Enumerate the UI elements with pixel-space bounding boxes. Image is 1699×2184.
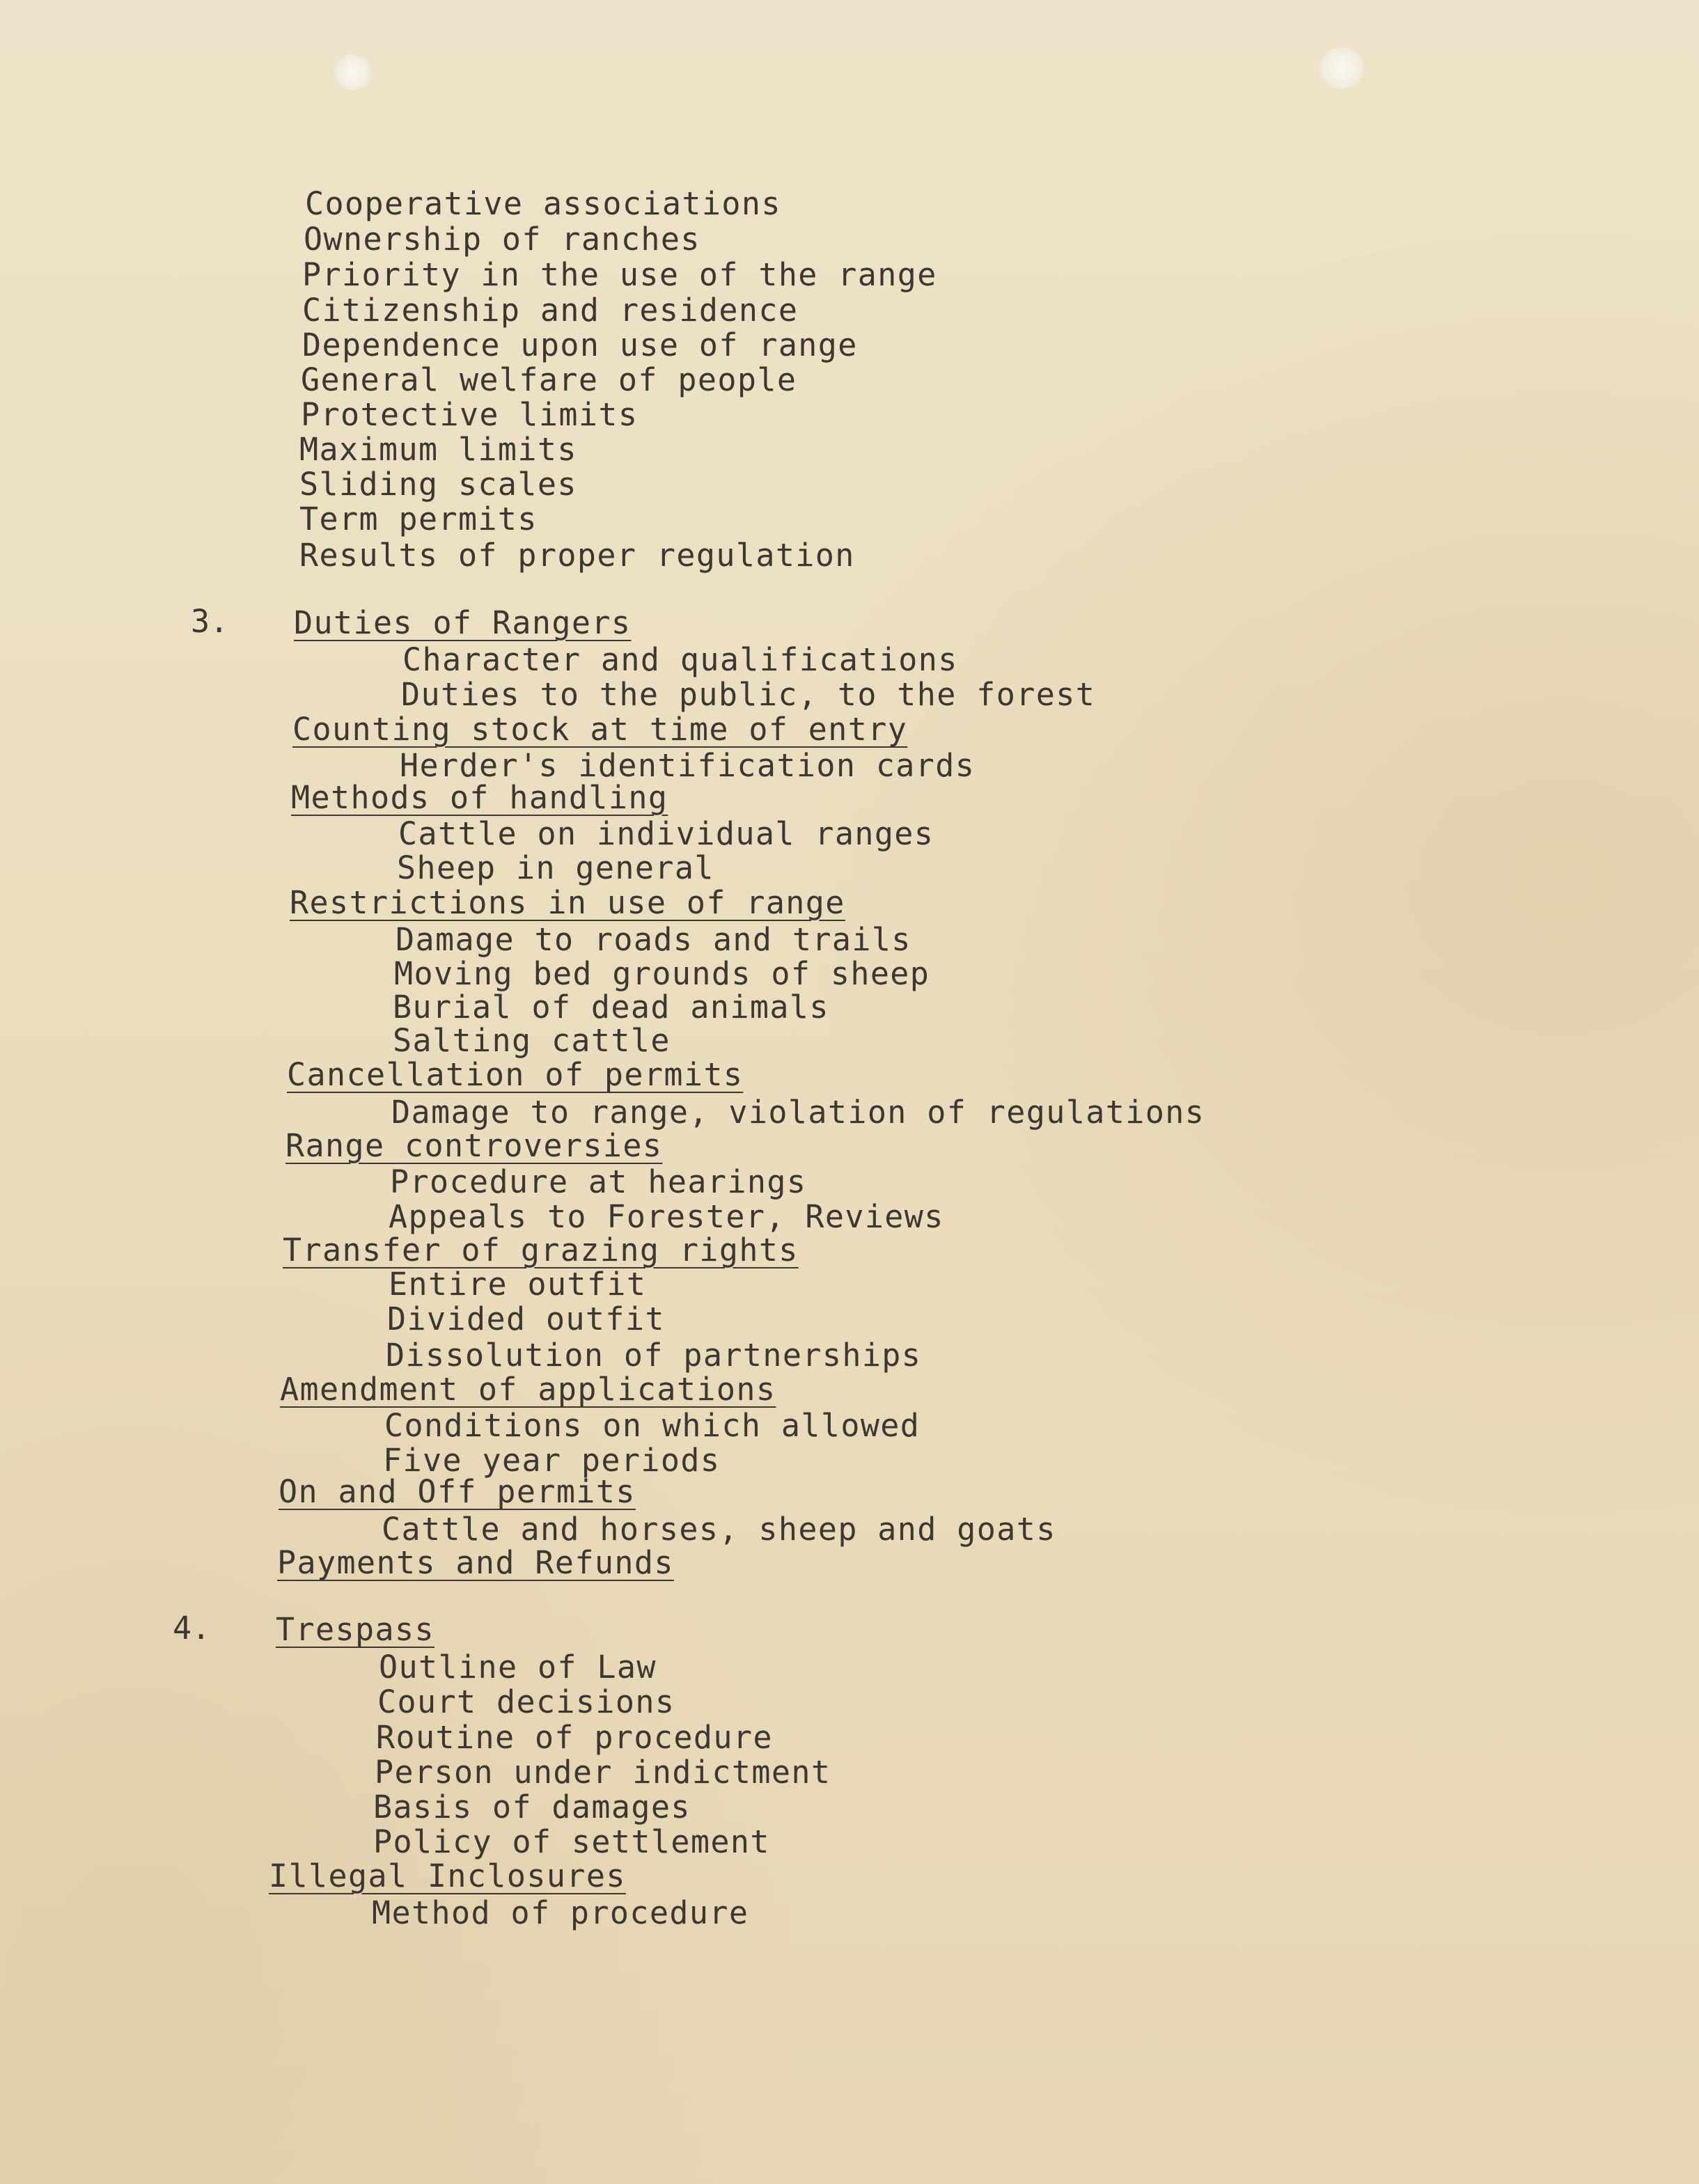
list-item: Five year periods <box>383 1442 721 1479</box>
list-item: Results of proper regulation <box>299 537 855 574</box>
list-item: Sliding scales <box>299 466 577 503</box>
section-number: 4. <box>173 1610 211 1647</box>
list-item: Burial of dead animals <box>393 989 829 1026</box>
list-item: General welfare of people <box>301 361 797 398</box>
list-item: Policy of settlement <box>373 1823 770 1860</box>
list-item: Character and qualifications <box>402 641 958 678</box>
list-item: Maximum limits <box>299 431 577 468</box>
section-number: 3. <box>191 603 229 640</box>
list-item: Person under indictment <box>375 1754 831 1791</box>
subsection-heading: Methods of handling <box>291 779 668 816</box>
subsection-heading: Cancellation of permits <box>287 1056 744 1093</box>
section-heading: Trespass <box>276 1611 434 1648</box>
list-item: Protective limits <box>301 396 639 433</box>
punch-hole-left <box>333 54 373 91</box>
list-item: Method of procedure <box>372 1894 749 1931</box>
list-item: Cooperative associations <box>305 185 781 222</box>
list-item: Dissolution of partnerships <box>386 1337 922 1374</box>
subsection-heading: Amendment of applications <box>280 1371 776 1408</box>
punch-hole-right <box>1317 47 1366 89</box>
list-item: Cattle on individual ranges <box>398 815 934 852</box>
list-item: Procedure at hearings <box>390 1163 807 1200</box>
list-item: Citizenship and residence <box>302 292 799 329</box>
list-item: Basis of damages <box>373 1789 691 1825</box>
list-item: Routine of procedure <box>376 1719 773 1756</box>
subsection-heading: On and Off permits <box>279 1473 636 1510</box>
list-item: Divided outfit <box>387 1301 665 1337</box>
list-item: Ownership of ranches <box>304 221 700 258</box>
list-item: Court decisions <box>377 1683 675 1720</box>
subsection-heading: Counting stock at time of entry <box>292 711 908 748</box>
list-item: Sheep in general <box>397 849 714 886</box>
list-item: Outline of Law <box>379 1649 657 1686</box>
section-heading: Duties of Rangers <box>294 604 632 641</box>
list-item: Herder's identification cards <box>400 747 976 784</box>
subsection-heading: Restrictions in use of range <box>290 884 845 921</box>
list-item: Damage to roads and trails <box>396 921 911 958</box>
list-item: Salting cattle <box>393 1022 671 1059</box>
subsection-heading: Transfer of grazing rights <box>283 1232 799 1268</box>
list-item: Dependence upon use of range <box>302 327 858 363</box>
list-item: Entire outfit <box>389 1266 647 1303</box>
subsection-heading: Payments and Refunds <box>277 1544 674 1581</box>
list-item: Damage to range, violation of regulations <box>391 1094 1205 1131</box>
list-item: Conditions on which allowed <box>384 1407 921 1444</box>
list-item: Term permits <box>299 501 538 537</box>
subsection-heading: Range controversies <box>285 1127 663 1164</box>
list-item: Duties to the public, to the forest <box>401 676 1096 713</box>
list-item: Moving bed grounds of sheep <box>394 955 930 992</box>
list-item: Cattle and horses, sheep and goats <box>382 1511 1056 1548</box>
list-item: Priority in the use of the range <box>302 256 937 293</box>
list-item: Appeals to Forester, Reviews <box>389 1198 944 1235</box>
subsection-heading: Illegal Inclosures <box>269 1857 626 1894</box>
